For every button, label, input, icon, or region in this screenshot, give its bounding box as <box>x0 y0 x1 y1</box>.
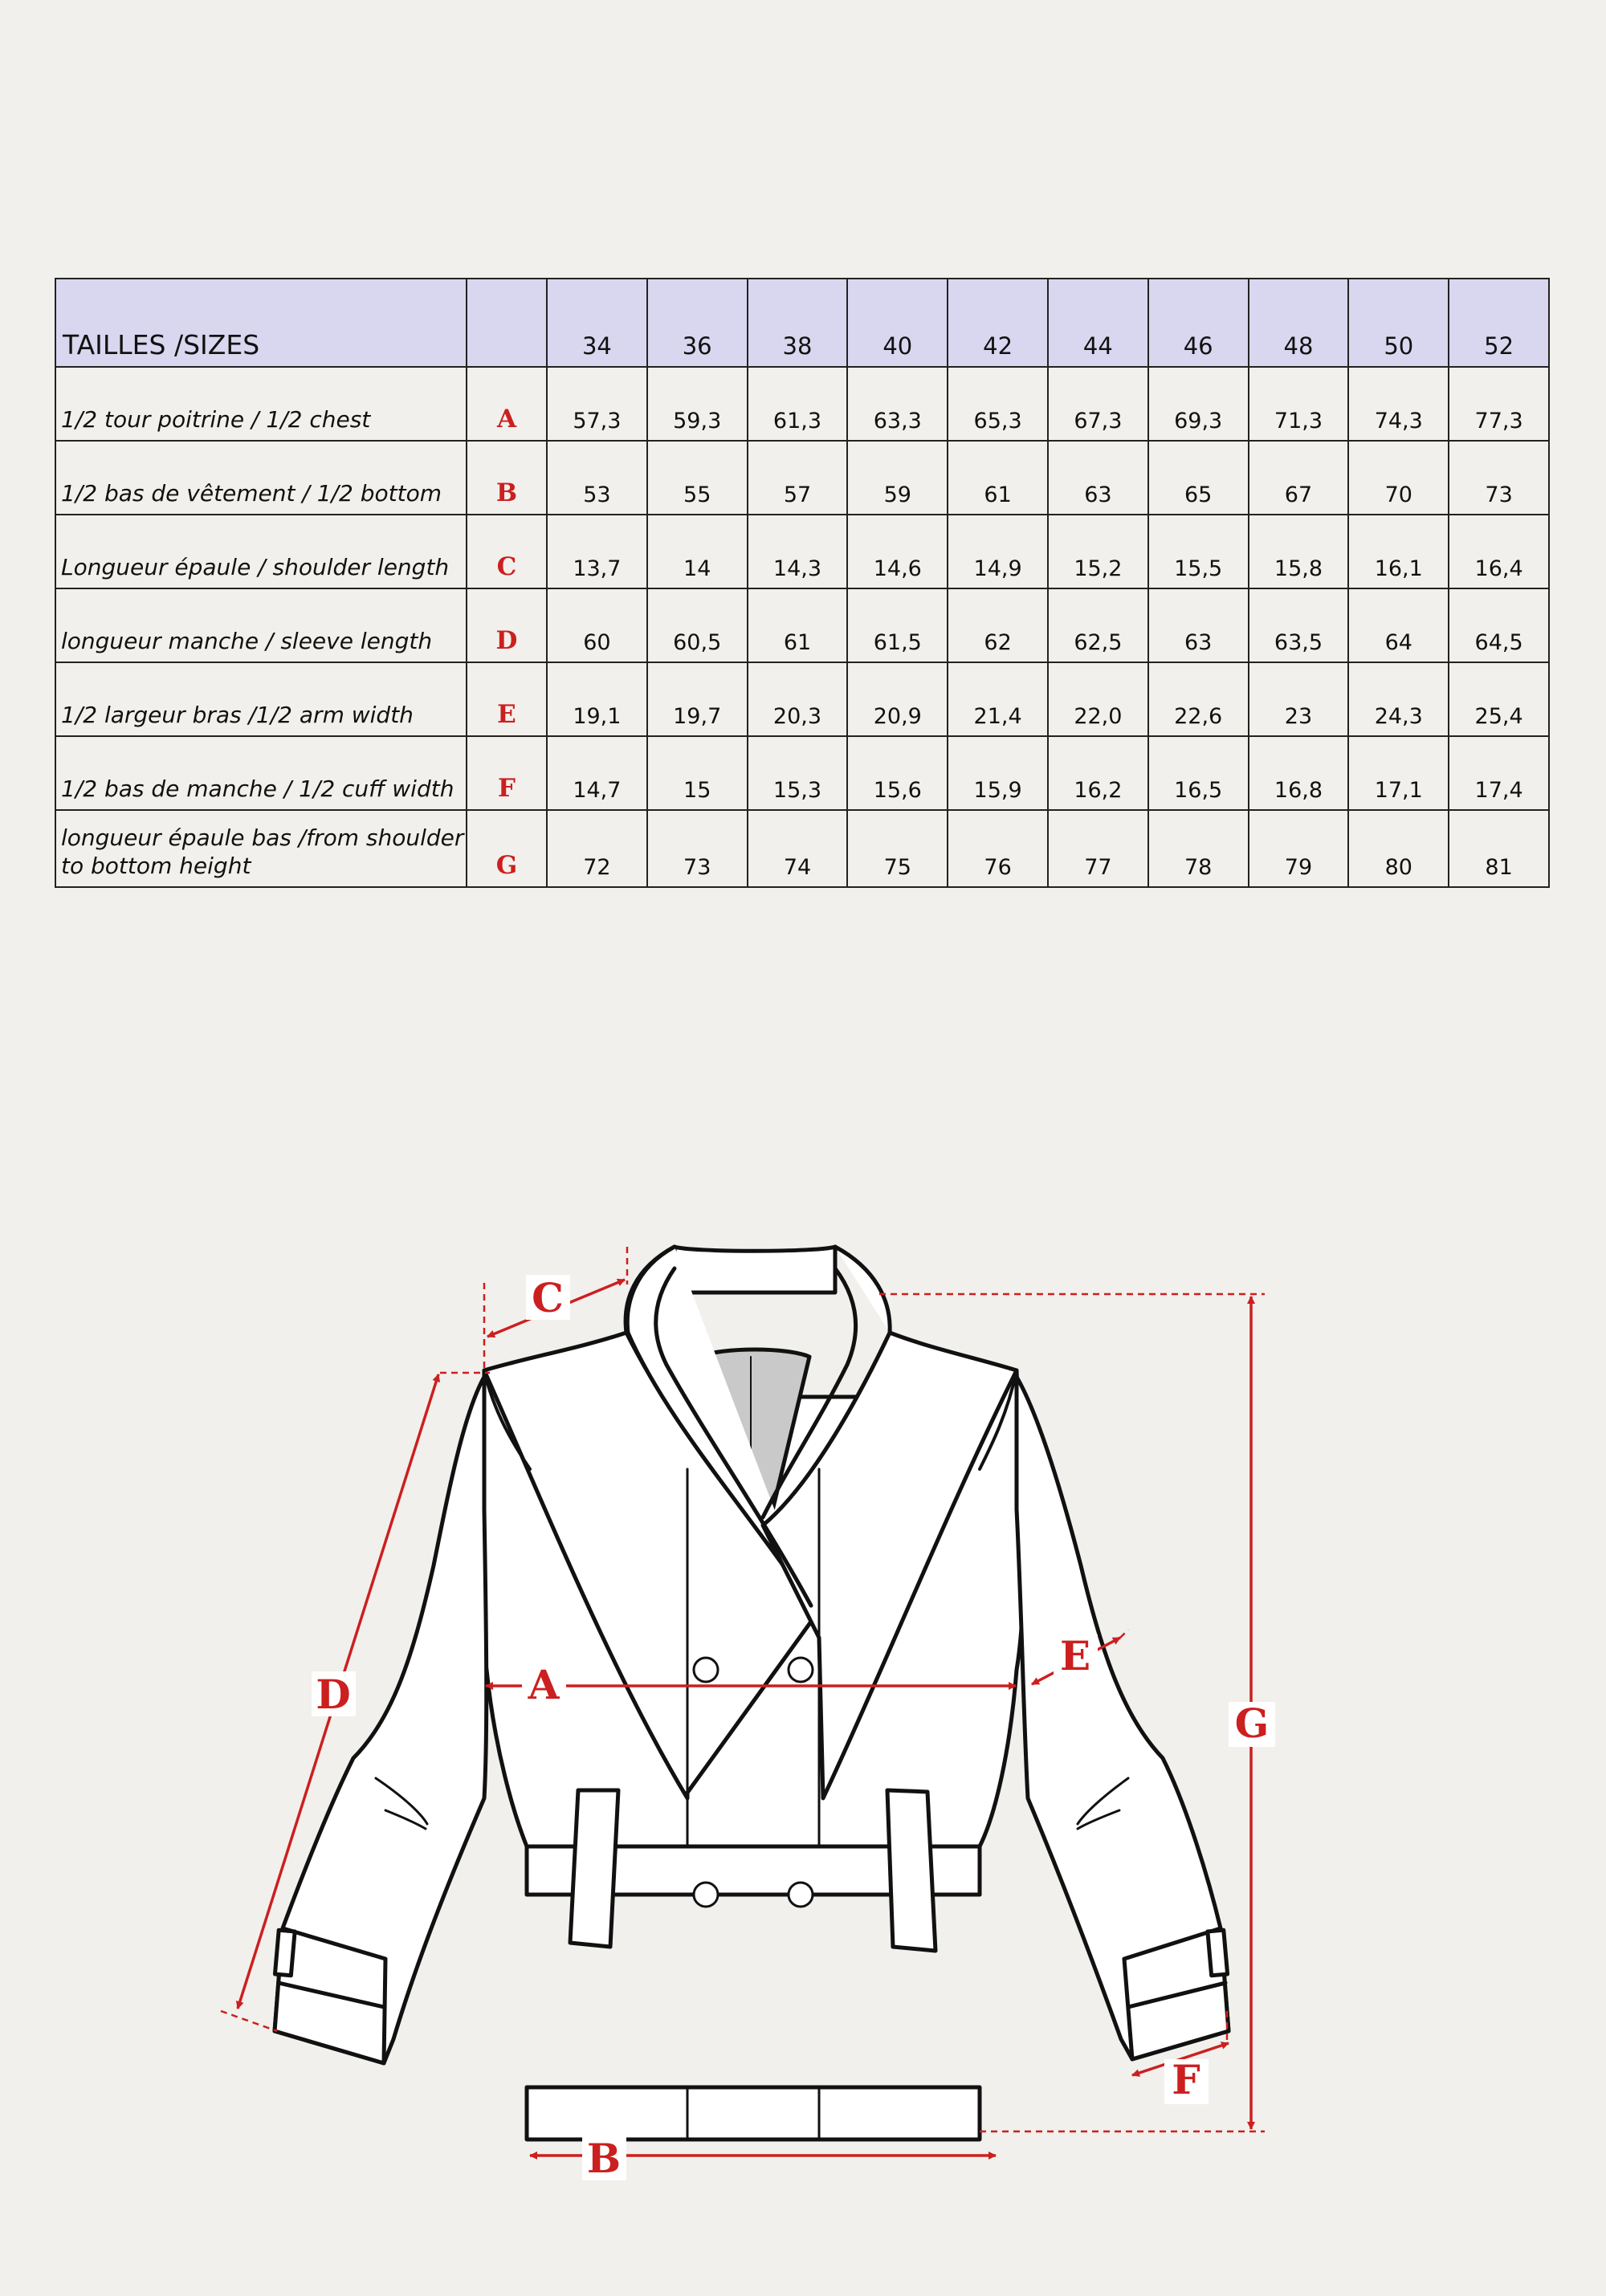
value-cell: 63 <box>1048 441 1148 515</box>
value-cell: 61 <box>948 441 1048 515</box>
row-letter: D <box>467 588 547 662</box>
value-cell: 14,3 <box>748 515 848 588</box>
size-header-4: 42 <box>948 279 1048 367</box>
table-header-row <box>55 279 1549 367</box>
value-cell: 64,5 <box>1449 588 1549 662</box>
value-cell: 61,3 <box>748 367 848 441</box>
measure-label-f: F <box>1172 2056 1200 2103</box>
value-cell: 63,5 <box>1249 588 1349 662</box>
value-cell: 21,4 <box>948 662 1048 736</box>
value-cell: 16,5 <box>1148 736 1249 810</box>
value-cell: 60 <box>547 588 647 662</box>
value-cell: 20,9 <box>847 662 948 736</box>
size-header-3: 40 <box>847 279 948 367</box>
measure-label-b: B <box>586 2135 622 2182</box>
row-label: 1/2 tour poitrine / 1/2 chest <box>55 367 467 441</box>
table-row <box>55 736 1549 810</box>
value-cell: 15,5 <box>1148 515 1249 588</box>
value-cell: 75 <box>847 810 948 887</box>
value-cell: 55 <box>647 441 748 515</box>
value-cell: 74,3 <box>1348 367 1449 441</box>
row-label: longueur manche / sleeve length <box>55 588 467 662</box>
value-cell: 16,4 <box>1449 515 1549 588</box>
table-row <box>55 441 1549 515</box>
value-cell: 81 <box>1449 810 1549 887</box>
value-cell: 78 <box>1148 810 1249 887</box>
measure-label-a: A <box>528 1661 560 1708</box>
value-cell: 15,8 <box>1249 515 1349 588</box>
measure-label-c: C <box>532 1274 564 1321</box>
value-cell: 63,3 <box>847 367 948 441</box>
value-cell: 79 <box>1249 810 1349 887</box>
table-row <box>55 515 1549 588</box>
value-cell: 57,3 <box>547 367 647 441</box>
value-cell: 15,9 <box>948 736 1048 810</box>
value-cell: 15,2 <box>1048 515 1148 588</box>
value-cell: 72 <box>547 810 647 887</box>
right-pocket <box>887 1790 935 1951</box>
size-header-1: 36 <box>647 279 748 367</box>
bottom-band <box>527 2087 980 2139</box>
value-cell: 80 <box>1348 810 1449 887</box>
measure-label-d: D <box>316 1671 351 1718</box>
value-cell: 22,6 <box>1148 662 1249 736</box>
value-cell: 59 <box>847 441 948 515</box>
value-cell: 65,3 <box>948 367 1048 441</box>
value-cell: 25,4 <box>1449 662 1549 736</box>
value-cell: 74 <box>748 810 848 887</box>
value-cell: 60,5 <box>647 588 748 662</box>
row-letter: C <box>467 515 547 588</box>
jacket-diagram <box>0 1204 1606 2296</box>
size-header-6: 46 <box>1148 279 1249 367</box>
row-label: Longueur épaule / shoulder length <box>55 515 467 588</box>
row-letter: A <box>467 367 547 441</box>
left-pocket <box>570 1790 618 1947</box>
size-header-5: 44 <box>1048 279 1148 367</box>
value-cell: 17,1 <box>1348 736 1449 810</box>
row-label: 1/2 bas de vêtement / 1/2 bottom <box>55 441 467 515</box>
value-cell: 64 <box>1348 588 1449 662</box>
value-cell: 16,2 <box>1048 736 1148 810</box>
row-label: longueur épaule bas /from shoulder to bottom height <box>55 810 467 887</box>
value-cell: 22,0 <box>1048 662 1148 736</box>
value-cell: 14,6 <box>847 515 948 588</box>
table-row <box>55 588 1549 662</box>
value-cell: 14,9 <box>948 515 1048 588</box>
size-chart-table <box>55 278 1550 888</box>
value-cell: 20,3 <box>748 662 848 736</box>
value-cell: 70 <box>1348 441 1449 515</box>
value-cell: 16,8 <box>1249 736 1349 810</box>
jacket-outline <box>275 1247 1229 2130</box>
value-cell: 73 <box>1449 441 1549 515</box>
value-cell: 77 <box>1048 810 1148 887</box>
value-cell: 24,3 <box>1348 662 1449 736</box>
table-row <box>55 662 1549 736</box>
value-cell: 69,3 <box>1148 367 1249 441</box>
row-label: 1/2 largeur bras /1/2 arm width <box>55 662 467 736</box>
size-header-9: 52 <box>1449 279 1549 367</box>
value-cell: 73 <box>647 810 748 887</box>
value-cell: 77,3 <box>1449 367 1549 441</box>
value-cell: 15,6 <box>847 736 948 810</box>
value-cell: 63 <box>1148 588 1249 662</box>
table-row <box>55 367 1549 441</box>
value-cell: 61,5 <box>847 588 948 662</box>
value-cell: 19,7 <box>647 662 748 736</box>
row-label: 1/2 bas de manche / 1/2 cuff width <box>55 736 467 810</box>
table-header-label: TAILLES /SIZES <box>55 279 467 367</box>
size-header-2: 38 <box>748 279 848 367</box>
value-cell: 59,3 <box>647 367 748 441</box>
row-letter: F <box>467 736 547 810</box>
value-cell: 15,3 <box>748 736 848 810</box>
value-cell: 16,1 <box>1348 515 1449 588</box>
value-cell: 14,7 <box>547 736 647 810</box>
value-cell: 62,5 <box>1048 588 1148 662</box>
value-cell: 19,1 <box>547 662 647 736</box>
size-header-7: 48 <box>1249 279 1349 367</box>
value-cell: 61 <box>748 588 848 662</box>
value-cell: 17,4 <box>1449 736 1549 810</box>
size-header-0: 34 <box>547 279 647 367</box>
value-cell: 65 <box>1148 441 1249 515</box>
row-letter: G <box>467 810 547 887</box>
collar-back <box>675 1247 835 1293</box>
row-letter: E <box>467 662 547 736</box>
measure-label-g: G <box>1234 1700 1270 1747</box>
value-cell: 14 <box>647 515 748 588</box>
value-cell: 76 <box>948 810 1048 887</box>
value-cell: 57 <box>748 441 848 515</box>
value-cell: 71,3 <box>1249 367 1349 441</box>
value-cell: 53 <box>547 441 647 515</box>
value-cell: 13,7 <box>547 515 647 588</box>
value-cell: 62 <box>948 588 1048 662</box>
value-cell: 67 <box>1249 441 1349 515</box>
table-row <box>55 810 1549 887</box>
value-cell: 15 <box>647 736 748 810</box>
measure-label-e: E <box>1059 1632 1091 1679</box>
value-cell: 67,3 <box>1048 367 1148 441</box>
row-letter: B <box>467 441 547 515</box>
size-header-8: 50 <box>1348 279 1449 367</box>
value-cell: 23 <box>1249 662 1349 736</box>
table-header-letter-col <box>467 279 547 367</box>
